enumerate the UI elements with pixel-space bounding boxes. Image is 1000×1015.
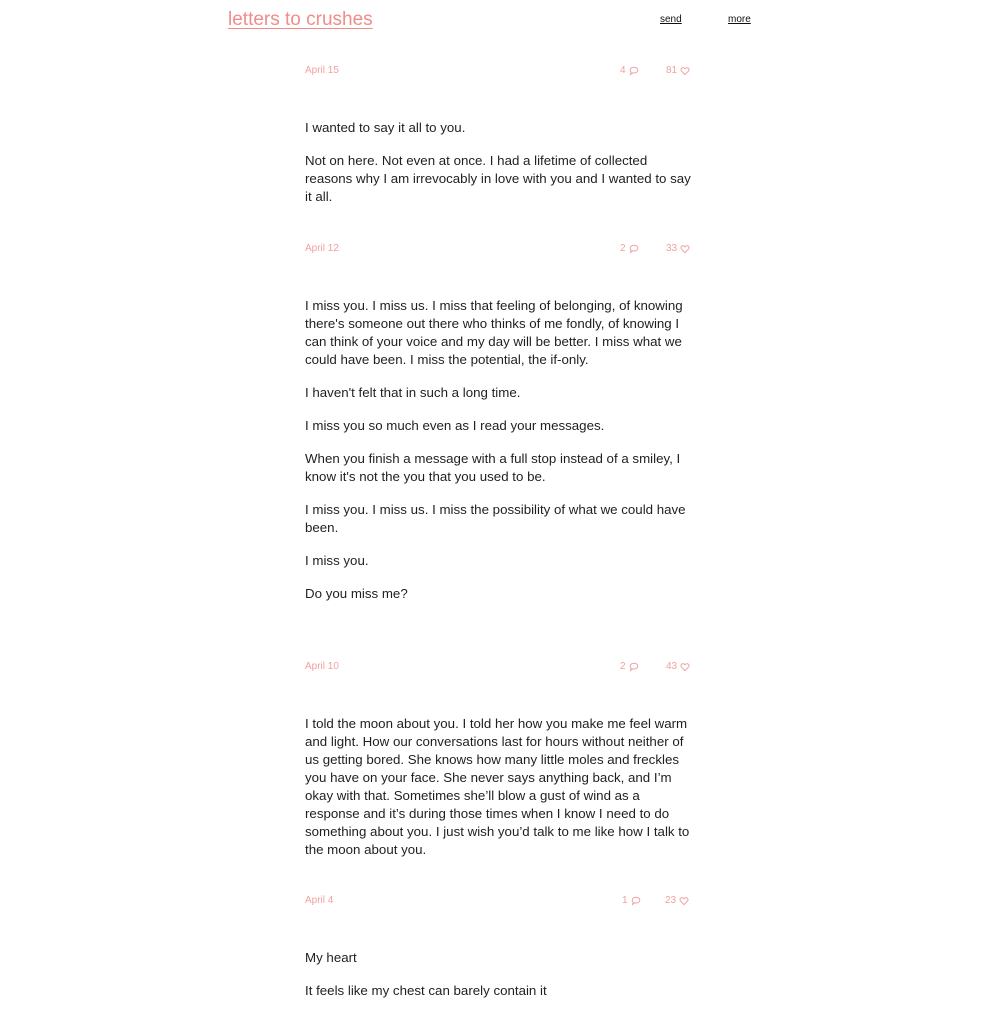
post-paragraph: Do you miss me? — [305, 586, 408, 601]
site-header — [0, 0, 1000, 40]
like-count: 23 — [665, 895, 677, 906]
speech-bubble-icon — [629, 66, 639, 76]
comment-count: 1 — [622, 895, 628, 906]
like-count: 33 — [666, 243, 678, 254]
post-date: April 4 — [305, 895, 334, 906]
post-date: April 12 — [305, 243, 339, 254]
like-count: 43 — [666, 661, 678, 672]
like-button[interactable] — [666, 661, 690, 672]
nav-send-link[interactable]: send — [660, 14, 682, 25]
comments-button[interactable] — [620, 65, 639, 76]
post-date: April 15 — [305, 65, 339, 76]
post-meta — [305, 661, 697, 675]
post-paragraph: I told the moon about you. I told her how you make me feel warm and light. How our conversations last for hours without neither of us getting bored. She knows how many little moles and freckles you have on your face. She never says anything back, and I’m okay with that. Sometimes she’ll blow a gust of wind as a response and it’s during those times when I know I need to do something about you. I just wish you’d talk to me like how I talk to the moon about you. — [305, 716, 690, 857]
post-paragraph: My heart — [305, 950, 357, 965]
post-paragraph: I miss you. I miss us. I miss the possibility of what we could have been. — [305, 502, 686, 535]
post-paragraph: I miss you. I miss us. I miss that feeling of belonging, of knowing there's someone out there who thinks of me fondly, of knowing I can think of your voice and my day will be better. I miss what we could have been. I miss the potential, the if-only. — [305, 298, 683, 367]
comments-button[interactable] — [620, 661, 639, 672]
comments-button[interactable] — [620, 243, 639, 254]
letter-post — [305, 65, 697, 221]
heart-icon — [679, 896, 689, 906]
post-body — [305, 715, 697, 859]
post-body — [305, 949, 697, 1000]
post-meta — [305, 895, 697, 909]
post-date: April 10 — [305, 661, 339, 672]
speech-bubble-icon — [631, 896, 641, 906]
comment-count: 2 — [620, 661, 626, 672]
speech-bubble-icon — [629, 662, 639, 672]
letter-post — [305, 895, 697, 1015]
post-paragraph: When you finish a message with a full stop instead of a smiley, I know it's not the you that you used to be. — [305, 451, 681, 484]
comment-count: 2 — [620, 243, 626, 254]
nav-more-link[interactable]: more — [728, 14, 751, 25]
heart-icon — [680, 66, 690, 76]
heart-icon — [680, 662, 690, 672]
post-paragraph: It feels like my chest can barely contain it — [305, 983, 547, 998]
post-paragraph: Not on here. Not even at once. I had a lifetime of collected reasons why I am irrevocably in love with you and I wanted to say it all. — [305, 153, 691, 204]
comment-count: 4 — [620, 65, 626, 76]
letter-post — [305, 243, 697, 618]
post-body — [305, 119, 697, 206]
site-title-link[interactable]: letters to crushes — [228, 9, 373, 30]
speech-bubble-icon — [629, 244, 639, 254]
like-button[interactable] — [666, 65, 690, 76]
post-meta — [305, 65, 697, 79]
post-paragraph: I haven't felt that in such a long time. — [305, 385, 521, 400]
post-paragraph: I miss you. — [305, 553, 369, 568]
like-button[interactable] — [666, 243, 690, 254]
heart-icon — [680, 244, 690, 254]
post-paragraph: I wanted to say it all to you. — [305, 120, 466, 135]
letter-post — [305, 661, 697, 874]
comments-button[interactable] — [622, 895, 641, 906]
post-body — [305, 297, 697, 603]
post-meta — [305, 243, 697, 257]
like-count: 81 — [666, 65, 678, 76]
post-paragraph: I miss you so much even as I read your messages. — [305, 418, 605, 433]
like-button[interactable] — [665, 895, 689, 906]
